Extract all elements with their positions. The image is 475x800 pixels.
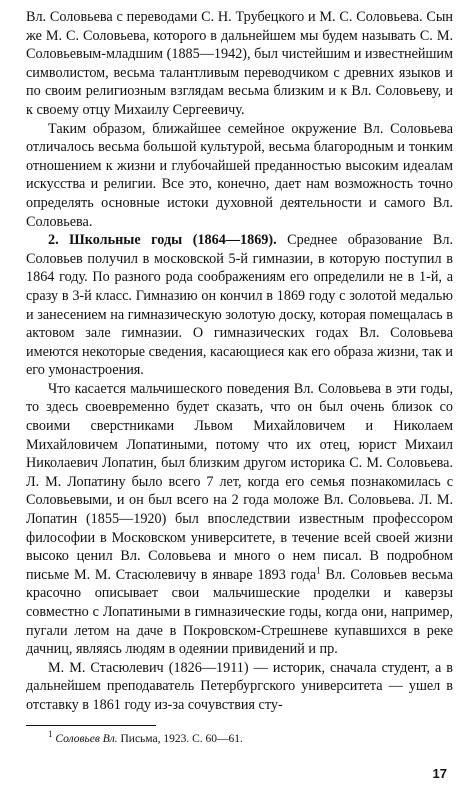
body-text	[26, 8, 453, 715]
page-number: 17	[432, 766, 447, 781]
paragraph-4-text-continued: Вл. Соловьев весьма красочно описывает свои мальчишеские проделки и каверзы совместно с Лопатиными в гимназические годы, когда они, например, пугали летом на даче в Покровском-Стрешневе купавшихся в реке дачниц, являясь людям в одеянии привидений и пр.	[26, 566, 453, 658]
footnote-author: Соловьев Вл.	[55, 732, 118, 745]
paragraph-5: М. М. Стасюлевич (1826—1911) — историк, сначала студент, а в дальнейшем преподаватель Петербургского университета — ушел в отставку в 1861 году из-за сочувствия сту-	[26, 659, 453, 713]
paragraph-4	[26, 380, 453, 659]
paragraph-3-text: Среднее образование Вл. Соловьев получил в московской 5-й гимназии, в которую поступил в 1864 году. По разного рода соображениям его определили не в 1-й, а сразу в 3-й класс. Гимназию он кончил в 1869 году с золотой медалью и занесением на гимназическую золотую доску, которая помещалась в актовом зале гимназии. О гимназических годах Вл. Соловьева имеются некоторые сведения, касающиеся как его образа жизни, так и его умонастроения.	[26, 232, 453, 379]
footnote-reference[interactable]: 1	[316, 565, 321, 576]
paragraph-4-text: Что касается мальчишеского поведения Вл. Соловьева в эти годы, то здесь своевременно будет сказать, что он был очень близок со своими сверстниками Львом Михайловичем и Николаем Михайловичем Лопатиными, потому что их отец, юрист Михаил Николаевич Лопатин, был близким другом историка С. М. Соловьева. Л. М. Лопатину было всего 7 лет, когда его семья познакомилась с Соловьевыми, и он был всего на 2 года моложе Вл. Соловьева. Л. М. Лопатин (1855—1920) был впоследствии известным профессором философии в Московском университете, в течение всей своей жизни высоко ценил Вл. Соловьева и много о нем писал. В подробном письме М. М. Стасюлевичу в январе 1893 года	[26, 380, 453, 583]
paragraph-2: Таким образом, ближайшее семейное окружение Вл. Соловьева отличалось весьма большой культурой, весьма благородным и тонким отношением к жизни и глубочайшей преданностью высоким идеалам искусства и религии. Все это, конечно, дает нам возможность точно определять основные истоки духовной деятельности и самого Вл. Соловьева.	[26, 120, 453, 230]
footnote-divider	[26, 725, 156, 726]
footnote	[26, 728, 453, 746]
paragraph-3	[26, 231, 453, 380]
paragraph-1: Вл. Соловьева с переводами С. Н. Трубецкого и М. С. Соловьева. Сын же М. С. Соловьева, которого в дальнейшем мы будем называть С. М. Соловьевым-младшим (1885—1942), был чистейшим и известнейшим символистом, весьма талантливым переводчиком с древних языков и по своим религиозным взглядам весьма близким и к Вл. Соловьеву, и к своему отцу Михаилу Сергеевичу.	[26, 9, 453, 118]
section-heading: 2. Школьные годы (1864—1869).	[48, 232, 277, 249]
footnote-source: Письма, 1923. С. 60—61.	[117, 732, 243, 745]
footnote-mark: 1	[48, 728, 53, 739]
